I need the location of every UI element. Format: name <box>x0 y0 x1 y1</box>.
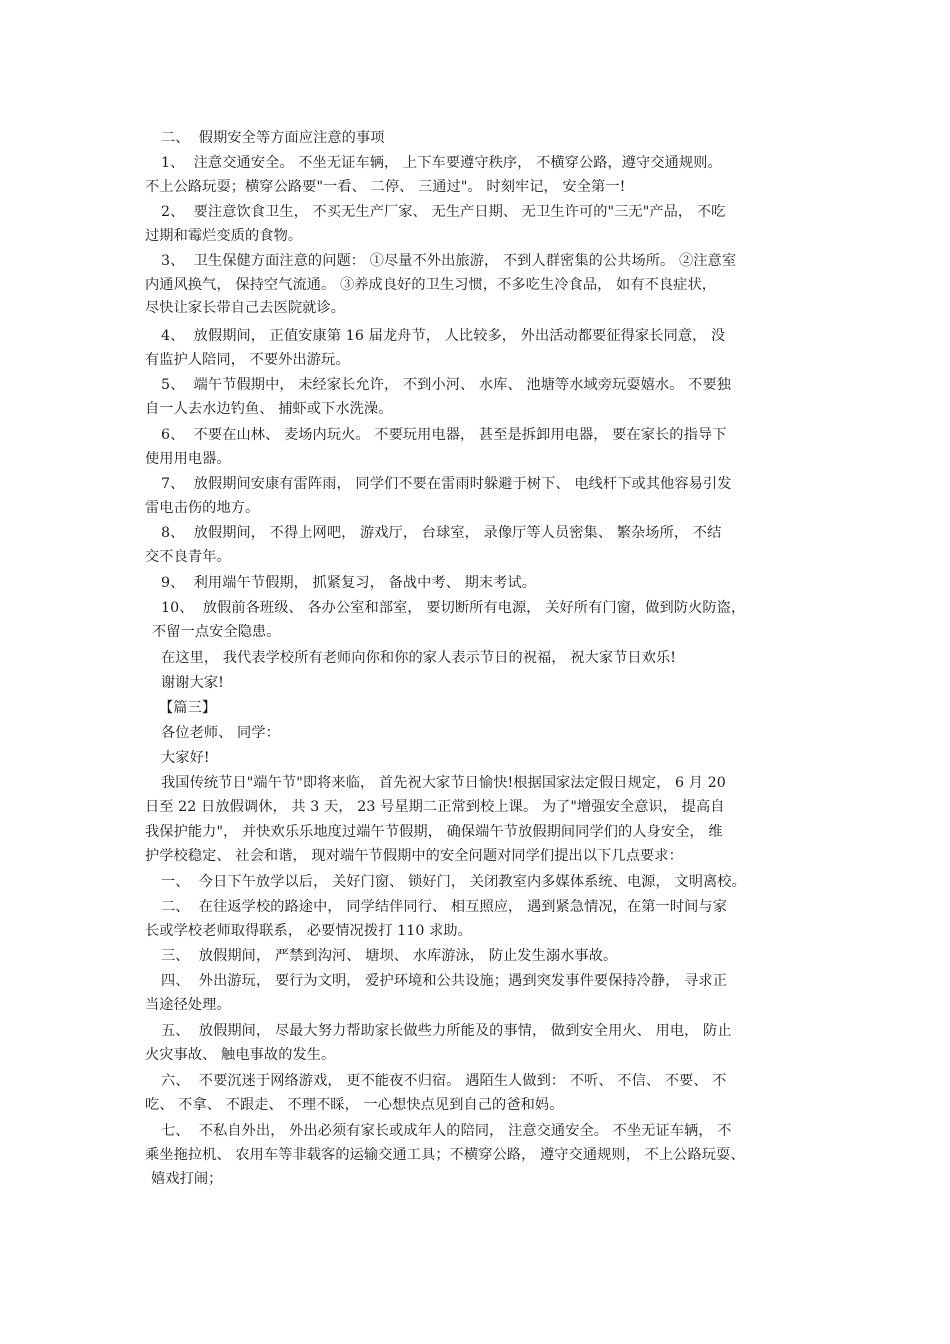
text-line: 当途径处理。 <box>145 997 231 1013</box>
text-line: 8、 放假期间， 不得上网吧， 游戏厅， 台球室， 录像厅等人员密集、 繁杂场所， 不结 <box>161 525 722 541</box>
text-line: 七、 不私自外出， 外出必须有家长或成年人的陪同， 注意交通安全。 不坐无证车辆， 不 <box>161 1123 732 1139</box>
text-line: 6、 不要在山林、 麦场内玩火。 不要玩用电器， 甚至是拆卸用电器， 要在家长的指导下 <box>161 427 727 443</box>
text-line: 在这里， 我代表学校所有老师向你和你的家人表示节日的祝福， 祝大家节日欢乐! <box>161 650 677 666</box>
text-line: 各位老师、 同学： <box>161 725 280 741</box>
text-line: 有监护人陪同， 不要外出游玩。 <box>145 352 350 368</box>
text-line: 二、 在往返学校的路途中， 同学结伴同行、 相互照应， 遇到紧急情况，在第一时间与家 <box>161 899 727 915</box>
section-heading: 二、 假期安全等方面应注意的事项 <box>161 130 385 146</box>
text-line: 五、 放假期间， 尽最大努力帮助家长做些力所能及的事情， 做到安全用火、 用电， 防止 <box>161 1023 732 1039</box>
text-line: 我国传统节日"端午节"即将来临， 首先祝大家节日愉快!根据国家法定假日规定， 6 月 20 <box>161 775 726 791</box>
text-line: 乘坐拖拉机、 农用车等非载客的运输交通工具；不横穿公路， 遵守交通规则， 不上公路玩耍、 <box>145 1147 745 1163</box>
text-line: 护学校稳定、 社会和谐， 现对端午节假期中的安全问题对同学们提出以下几点要求： <box>145 848 683 864</box>
text-line: 3、 卫生保健方面注意的问题： ①尽量不外出旅游， 不到人群密集的公共场所。 ②注意室 <box>161 253 737 269</box>
text-line: 火灾事故、 触电事故的发生。 <box>145 1047 336 1063</box>
section-heading: 【篇三】 <box>159 700 217 716</box>
text-line: 5、 端午节假期中， 未经家长允许， 不到小河、 水库、 池塘等水域旁玩耍嬉水。 不要独 <box>161 377 732 393</box>
text-line: 1、 注意交通安全。 不坐无证车辆， 上下车要遵守秩序， 不横穿公路，遵守交通规则。 <box>161 155 722 171</box>
text-line: 嬉戏打闹； <box>151 1171 223 1187</box>
text-line: 7、 放假期间安康有雷阵雨， 同学们不要在雷雨时躲避于树下、 电线杆下或其他容易引发 <box>161 476 732 492</box>
text-line: 2、 要注意饮食卫生， 不买无生产厂家、 无生产日期、 无卫生许可的"三无"产品， 不吃 <box>161 204 726 220</box>
text-line: 一、 今日下午放学以后， 关好门窗、 锁好门， 关闭教室内多媒体系统、电源， 文明离校。 <box>161 874 746 890</box>
text-line: 雷电击伤的地方。 <box>145 500 260 516</box>
text-line: 10、 放假前各班级、 各办公室和部室， 要切断所有电源， 关好所有门窗，做到防火防盗， <box>161 600 746 616</box>
text-line: 不留一点安全隐患。 <box>152 624 281 640</box>
text-line: 9、 利用端午节假期， 抓紧复习， 备战中考、 期末考试。 <box>161 575 537 591</box>
text-line: 长或学校老师取得联系， 必要情况拨打 110 求助。 <box>145 923 472 939</box>
text-line: 三、 放假期间， 严禁到沟河、 塘坝、 水库游泳， 防止发生溺水事故。 <box>161 948 618 964</box>
text-line: 内通风换气， 保持空气流通。 ③养成良好的卫生习惯，不多吃生冷食品， 如有不良症状， <box>145 277 717 293</box>
text-line: 六、 不要沉迷于网络游戏， 更不能夜不归宿。 遇陌生人做到： 不听、 不信、 不要、 不 <box>161 1073 727 1089</box>
text-line: 使用用电器。 <box>145 451 231 467</box>
text-line: 4、 放假期间， 正值安康第 16 届龙舟节， 人比较多， 外出活动都要征得家长同意， 没 <box>161 328 726 344</box>
text-line: 不上公路玩耍；横穿公路要"一看、 二停、 三通过"。 时刻牢记， 安全第一! <box>145 179 626 195</box>
text-line: 我保护能力"， 并快欢乐乐地度过端午节假期， 确保端午节放假期间同学们的人身安全， 维 <box>145 824 723 840</box>
text-line: 过期和霉烂变质的食物。 <box>145 228 303 244</box>
text-line: 尽快让家长带自己去医院就诊。 <box>145 300 346 316</box>
text-line: 谢谢大家! <box>161 675 224 691</box>
text-line: 交不良青年。 <box>145 549 231 565</box>
text-line: 四、 外出游玩， 要行为文明， 爱护环境和公共设施；遇到突发事件要保持冷静， 寻求正 <box>161 973 727 989</box>
text-line: 大家好! <box>161 750 210 766</box>
text-line: 自一人去水边钓鱼、 捕虾或下水洗澡。 <box>145 401 393 417</box>
text-line: 吃、 不拿、 不跟走、 不理不睬， 一心想快点见到自己的爸和妈。 <box>145 1097 564 1113</box>
text-line: 日至 22 日放假调休， 共 3 天， 23 号星期二正常到校上课。 为了"增强安全意识， 提高自 <box>145 799 725 815</box>
